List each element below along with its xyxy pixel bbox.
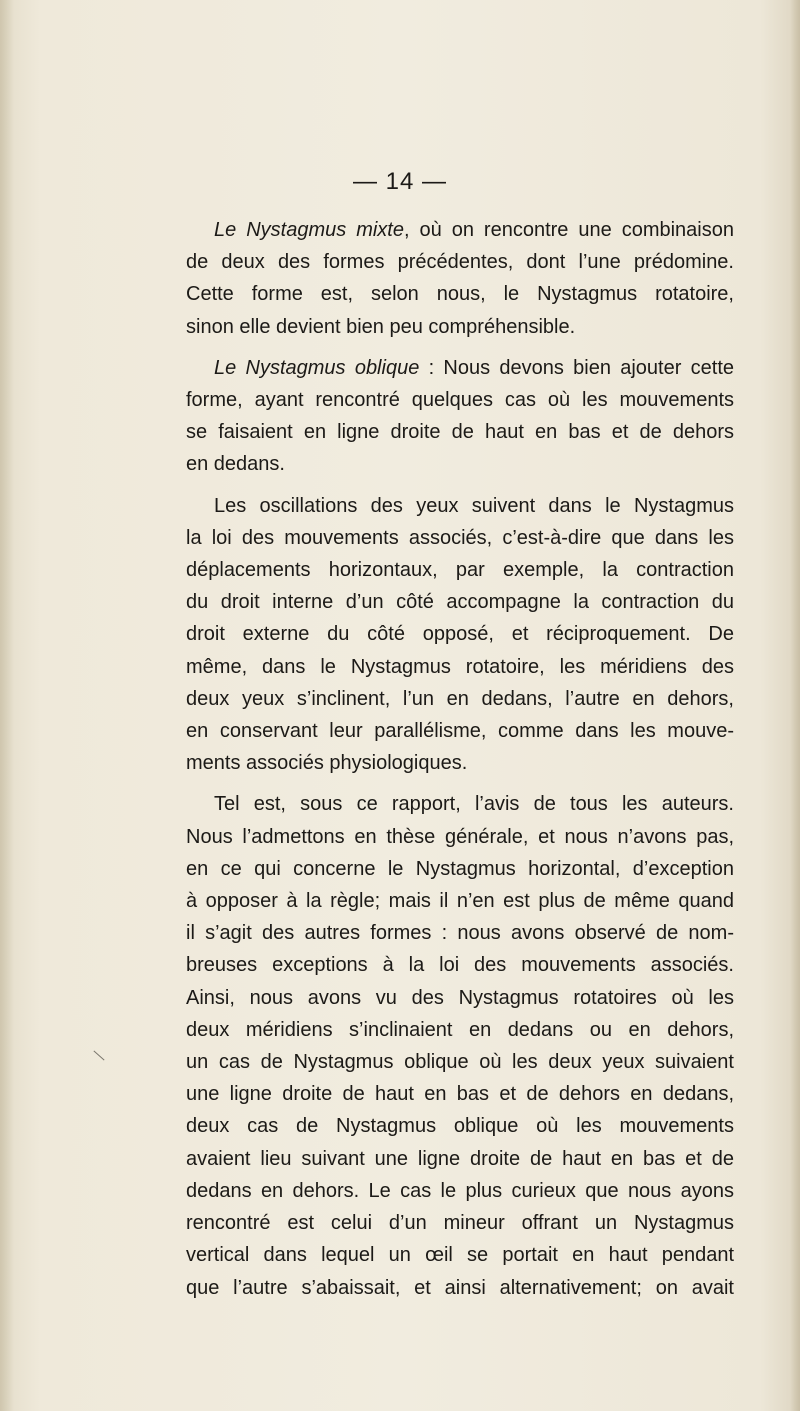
- text-line: en dedans.: [186, 453, 285, 476]
- page-right-edge: [790, 0, 800, 1411]
- text-line: un cas de Nystagmus oblique où les deux yeux suivaient: [186, 1051, 734, 1074]
- paragraph-tel-est: [158, 788, 734, 1303]
- text-line: Nous l’admettons en thèse générale, et nous n’avons pas,: [186, 825, 734, 848]
- text-line: de deux des formes précédentes, dont l’une prédomine.: [186, 251, 734, 274]
- page-number: — 14 —: [352, 168, 448, 195]
- text-line: sinon elle devient bien peu compréhensible.: [186, 315, 576, 338]
- term-nystagmus-oblique: Le Nystagmus oblique: [214, 356, 420, 379]
- text-line: ments associés physiologiques.: [186, 752, 468, 775]
- text-line: du droit interne d’un côté accompagne la contraction du: [186, 591, 734, 614]
- text-line: rencontré est celui d’un mineur offrant un Nystagmus: [186, 1212, 734, 1235]
- text-line: déplacements horizontaux, par exemple, la contraction: [186, 559, 734, 582]
- margin-pencil-mark: [93, 1050, 104, 1060]
- text-line: vertical dans lequel un œil se portait en haut pendant: [186, 1244, 734, 1267]
- paragraph-oscillations: [158, 490, 734, 780]
- text-line: droit externe du côté opposé, et réciproquement. De: [186, 623, 734, 646]
- text-line: dedans en dehors. Le cas le plus curieux que nous ayons: [186, 1179, 734, 1202]
- text-line: Les oscillations des yeux suivent dans le Nystagmus: [214, 494, 734, 517]
- text-line-content: : Nous devons bien ajouter cette: [419, 356, 735, 379]
- text-line: [158, 352, 734, 384]
- text-line: la loi des mouvements associés, c’est-à-dire que dans les: [186, 526, 734, 549]
- paragraph-nystagmus-mixte: [158, 214, 734, 343]
- text-line: deux yeux s’inclinent, l’un en dedans, l’autre en dehors,: [186, 687, 734, 710]
- text-line: en ce qui concerne le Nystagmus horizontal, d’exception: [186, 857, 734, 880]
- text-line: une ligne droite de haut en bas et de dehors en dedans,: [186, 1083, 734, 1106]
- text-line: [158, 214, 734, 246]
- text-line: Ainsi, nous avons vu des Nystagmus rotatoires où les: [186, 986, 734, 1009]
- text-line-content: , où on rencontre une combinaison: [403, 219, 734, 241]
- text-line: même, dans le Nystagmus rotatoire, les méridiens des: [186, 655, 734, 678]
- text-line: deux cas de Nystagmus oblique où les mouvements: [186, 1115, 734, 1138]
- text-line: Tel est, sous ce rapport, l’avis de tous les auteurs.: [214, 793, 734, 816]
- text-line: Cette forme est, selon nous, le Nystagmus rotatoire,: [186, 283, 734, 306]
- text-line: que l’autre s’abaissait, et ainsi alternativement; on avait: [186, 1276, 734, 1299]
- paragraph-nystagmus-oblique: [158, 352, 734, 481]
- body-text: [158, 214, 734, 1313]
- text-line: breuses exceptions à la loi des mouvements associés.: [186, 954, 734, 977]
- text-line: il s’agit des autres formes : nous avons observé de nom-: [186, 922, 734, 945]
- text-line: se faisaient en ligne droite de haut en bas et de dehors: [186, 421, 734, 444]
- text-line: deux méridiens s’inclinaient en dedans ou en dehors,: [186, 1018, 734, 1041]
- text-line: en conservant leur parallélisme, comme dans les mouve-: [186, 720, 734, 743]
- term-nystagmus-mixte: Le Nystagmus mixte: [214, 219, 404, 241]
- text-line: à opposer à la règle; mais il n’en est plus de même quand: [186, 890, 734, 913]
- page-left-edge: [0, 0, 14, 1411]
- text-line: avaient lieu suivant une ligne droite de haut en bas et de: [186, 1147, 734, 1170]
- text-line: forme, ayant rencontré quelques cas où les mouvements: [186, 389, 734, 412]
